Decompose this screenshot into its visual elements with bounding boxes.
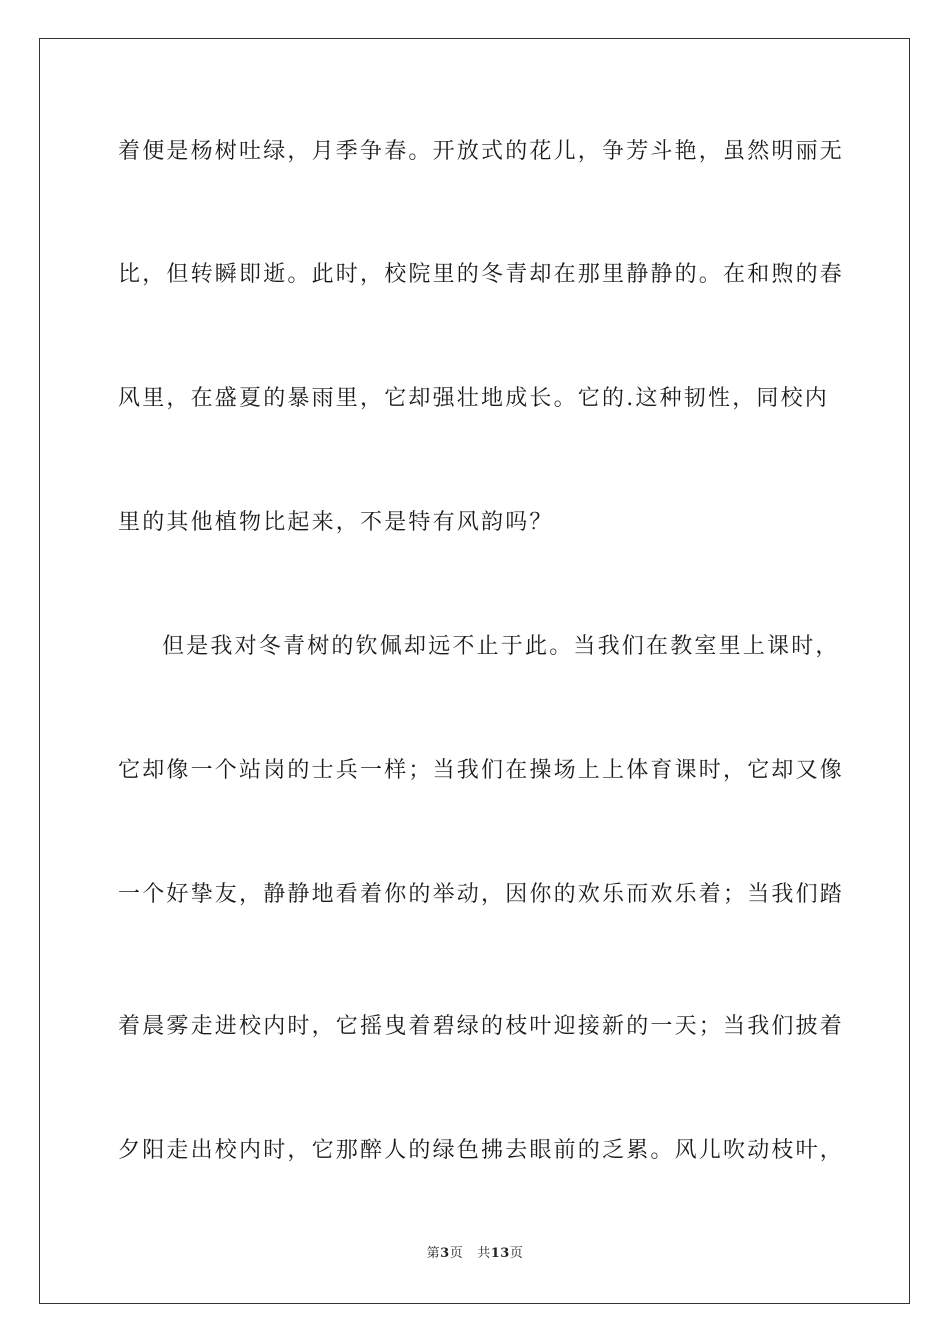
total-prefix: 共: [477, 1246, 491, 1261]
total-pages: 13: [490, 1246, 510, 1261]
text-line-8: 着晨雾走进校内时，它摇曳着碧绿的枝叶迎接新的一天；当我们披着: [118, 1014, 845, 1039]
text-line-7: 一个好挚友，静静地看着你的举动，因你的欢乐而欢乐着；当我们踏: [118, 882, 845, 907]
page-number: 3: [440, 1246, 450, 1261]
text-line-3: 风里，在盛夏的暴雨里，它却强壮地成长。它的.这种韧性，同校内: [118, 386, 829, 411]
text-line-2: 比，但转瞬即逝。此时，校院里的冬青却在那里静静的。在和煦的春: [118, 262, 845, 287]
page-footer: [0, 1245, 950, 1263]
text-line-6: 它却像一个站岗的士兵一样；当我们在操场上上体育课时，它却又像: [118, 758, 845, 783]
text-line-1: 着便是杨树吐绿，月季争春。开放式的花儿，争芳斗艳，虽然明丽无: [118, 139, 845, 164]
total-suffix: 页: [509, 1246, 524, 1261]
text-line-5-paragraph-start: 但是我对冬青树的钦佩却远不止于此。当我们在教室里上课时，: [162, 634, 840, 659]
page-prefix: 第: [426, 1246, 441, 1261]
text-line-4: 里的其他植物比起来，不是特有风韵吗？: [118, 510, 554, 535]
page-suffix: 页: [449, 1246, 464, 1261]
text-line-9: 夕阳走出校内时，它那醉人的绿色拂去眼前的乏累。风儿吹动枝叶，: [118, 1138, 845, 1163]
page-border: [39, 38, 910, 1304]
